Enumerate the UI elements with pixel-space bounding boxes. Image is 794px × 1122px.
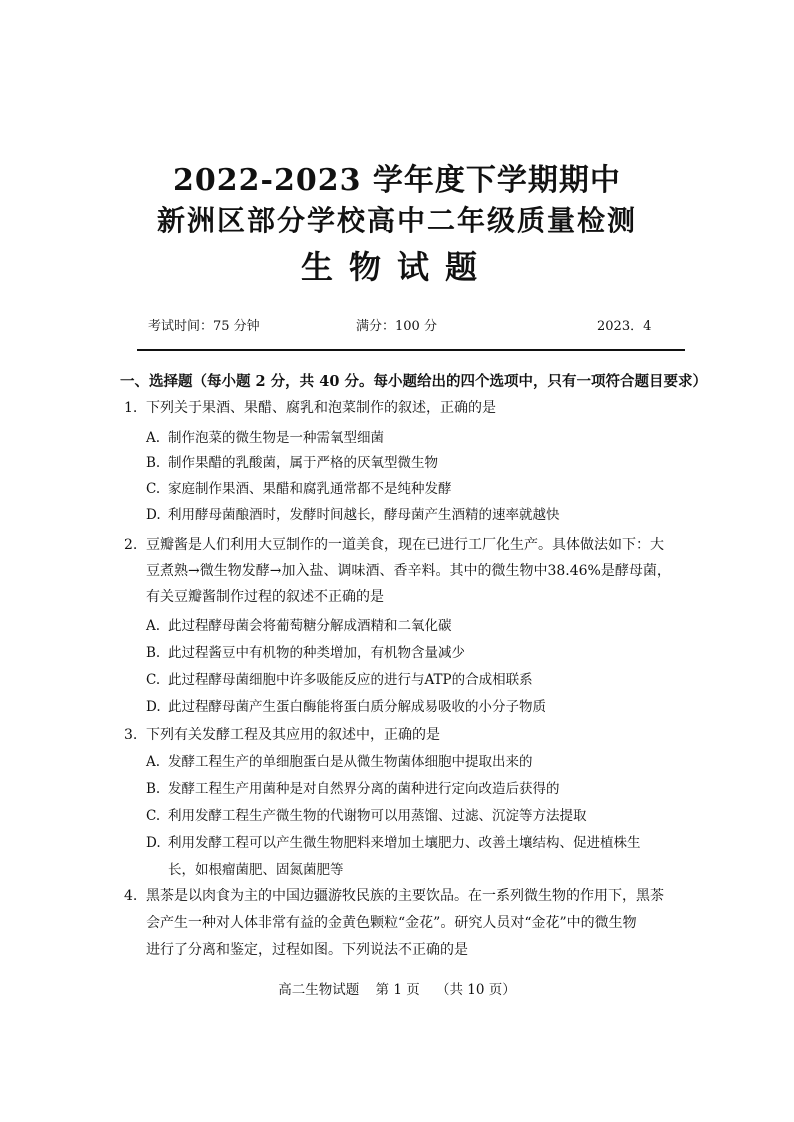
option-text: 发酵工程生产的单细胞蛋白是从微生物菌体细胞中提取出来的 — [168, 754, 533, 770]
footer-total-pages: （共 10 页） — [436, 982, 516, 998]
option-c — [146, 479, 452, 499]
question-stem: 下列有关发酵工程及其应用的叙述中，正确的是 — [146, 727, 440, 743]
option-label: A. — [146, 430, 161, 446]
question-stem-line: 会产生一种对人体非常有益的金黄色颗粒“金花”。研究人员对“金花”中的微生物 — [146, 915, 637, 931]
option-d — [146, 505, 560, 525]
question-number: 3. — [124, 727, 138, 743]
option-d — [146, 697, 546, 717]
option-text: 此过程酱豆中有机物的种类增加，有机物含量减少 — [168, 645, 465, 661]
option-c — [146, 806, 587, 826]
option-label: A. — [146, 754, 161, 770]
option-b — [146, 453, 438, 473]
option-text: 制作泡菜的微生物是一种需氧型细菌 — [168, 430, 384, 446]
page-footer — [0, 980, 794, 1000]
option-text: 此过程酵母菌产生蛋白酶能将蛋白质分解成易吸收的小分子物质 — [168, 699, 546, 715]
option-a — [146, 428, 384, 448]
option-label: A. — [146, 618, 161, 634]
option-a — [146, 616, 452, 636]
option-label: D. — [146, 699, 161, 715]
header-rule — [137, 349, 685, 351]
option-a — [146, 752, 533, 772]
option-label: C. — [146, 481, 161, 497]
exam-title-line3: 生物试题 — [300, 248, 493, 286]
option-label: B. — [146, 645, 161, 661]
option-text: 此过程酵母菌会将葡萄糖分解成酒精和二氧化碳 — [168, 618, 452, 634]
option-text: 此过程酵母菌细胞中许多吸能反应的进行与ATP的合成相联系 — [168, 672, 533, 688]
question-stem-line: 有关豆瓣酱制作过程的叙述不正确的是 — [146, 589, 384, 605]
option-c — [146, 670, 533, 690]
footer-page-number: 第 1 页 — [375, 982, 420, 998]
question-stem-line: 黑茶是以肉食为主的中国边疆游牧民族的主要饮品。在一系列微生物的作用下，黑茶 — [146, 888, 664, 904]
question-stem-line: 进行了分离和鉴定，过程如图。下列说法不正确的是 — [146, 942, 468, 958]
option-label: C. — [146, 808, 161, 824]
exam-title-line2: 新洲区部分学校高中二年级质量检测 — [156, 204, 637, 237]
exam-title-line1: 2022-2023 学年度下学期期中 — [173, 163, 621, 198]
question-number: 2. — [124, 537, 138, 553]
option-text: 制作果醋的乳酸菌，属于严格的厌氧型微生物 — [168, 455, 438, 471]
option-text: 发酵工程生产用菌种是对自然界分离的菌种进行定向改造后获得的 — [168, 781, 560, 797]
exam-time: 考试时间：75 分钟 — [148, 319, 260, 334]
option-label: B. — [146, 455, 161, 471]
option-text: 利用发酵工程可以产生微生物肥料来增加土壤肥力、改善土壤结构、促进植株生 — [168, 835, 641, 851]
option-text: 利用酵母菌酿酒时，发酵时间越长，酵母菌产生酒精的速率就越快 — [168, 507, 560, 523]
option-text: 利用发酵工程生产微生物的代谢物可以用蒸馏、过滤、沉淀等方法提取 — [168, 808, 587, 824]
question-stem-line: 豆煮熟→微生物发酵→加入盐、调味酒、香辛料。其中的微生物中38.46%是酵母菌， — [146, 563, 671, 579]
option-label: B. — [146, 781, 161, 797]
option-b — [146, 643, 465, 663]
option-b — [146, 779, 560, 799]
option-d — [146, 833, 641, 853]
question-stem: 下列关于果酒、果醋、腐乳和泡菜制作的叙述，正确的是 — [146, 400, 496, 416]
exam-date: 2023．4 — [597, 319, 652, 334]
footer-subject: 高二生物试题 — [278, 982, 360, 998]
exam-score: 满分：100 分 — [356, 319, 437, 334]
option-label: C. — [146, 672, 161, 688]
question-number: 4. — [124, 888, 138, 904]
section-heading: 一、选择题（每小题 2 分，共 40 分。每小题给出的四个选项中，只有一项符合题目要求） — [120, 373, 707, 390]
option-text: 家庭制作果酒、果醋和腐乳通常都不是纯种发酵 — [168, 481, 452, 497]
option-label: D. — [146, 835, 161, 851]
question-stem-line: 豆瓣酱是人们利用大豆制作的一道美食，现在已进行工厂化生产。具体做法如下：大 — [146, 537, 664, 553]
option-label: D. — [146, 507, 161, 523]
question-number: 1. — [124, 400, 138, 416]
option-d-continuation: 长，如根瘤菌肥、固氮菌肥等 — [168, 862, 344, 878]
